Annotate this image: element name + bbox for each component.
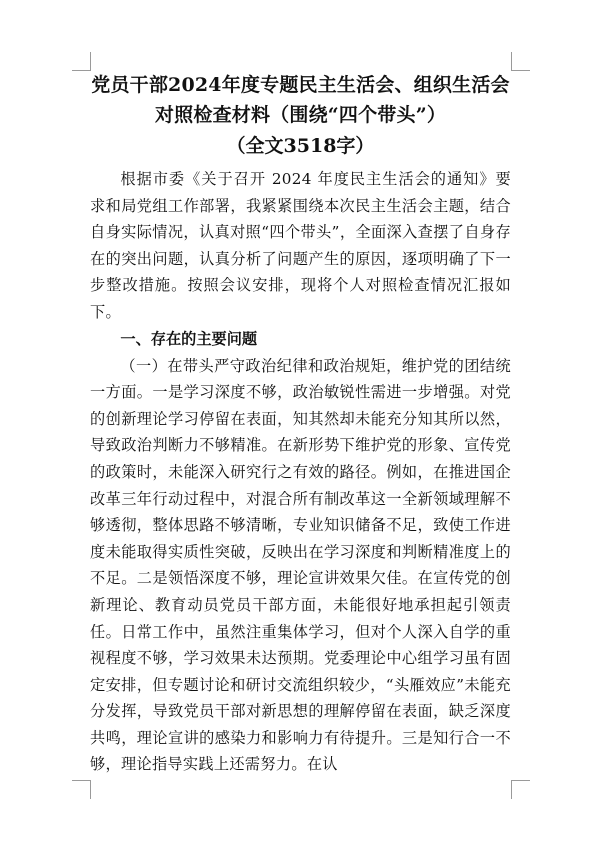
document-title-line-2: 对照检查材料（围绕“四个带头”）: [154, 104, 447, 126]
page-corner-mark-bottom-right: [511, 780, 530, 799]
page-corner-mark-bottom-left: [72, 780, 91, 799]
document-subtitle: （全文3518字）: [226, 135, 375, 157]
section-heading: 一、存在的主要问题: [120, 329, 258, 348]
page-corner-mark-top-left: [72, 52, 91, 71]
document-page: [90, 70, 511, 778]
section-paragraph: （一）在带头严守政治纪律和政治规矩，维护党的团结统一方面。一是学习深度不够，政治敏锐性需进一步增强。对党的创新理论学习停留在表面，知其然却未能充分知其所以然，导致政治判断力不够精准。在新形势下维护党的形象、宣传党的政策时，未能深入研究行之有效的路径。例如，在推进国企改革三年行动过程中，对混合所有制改革这一全新领域理解不够透彻，整体思路不够清晰，专业知识储备不足，致使工作进度未能取得实质性突破，反映出在学习深度和判断精准度上的不足。二是领悟深度不够，理论宣讲效果欠佳。在宣传党的创新理论、教育动员党员干部方面，未能很好地承担起引领责任。日常工作中，虽然注重集体学习，但对个人深入自学的重视程度不够，学习效果未达预期。党委理论中心组学习虽有固定安排，但专题讨论和研讨交流组织较少，“头雁效应”未能充分发挥，导致党员干部对新思想的理解停留在表面，缺乏深度共鸣，理论宣讲的感染力和影响力有待提升。三是知行合一不够，理论指导实践上还需努力。在认: [90, 356, 511, 774]
page-corner-mark-top-right: [511, 52, 530, 71]
document-title-line-1: 党员干部2024年度专题民主生活会、组织生活会: [91, 74, 510, 96]
intro-paragraph: 根据市委《关于召开 2024 年度民主生活会的通知》要求和局党组工作部署，我紧紧围绕本次民主生活会主题，结合自身实际情况，认真对照“四个带头”，全面深入查摆了自身存在的突出问题，认真分析了问题产生的原因，逐项明确了下一步整改措施。按照会议安排，现将个人对照检查情况汇报如下。: [90, 170, 511, 321]
